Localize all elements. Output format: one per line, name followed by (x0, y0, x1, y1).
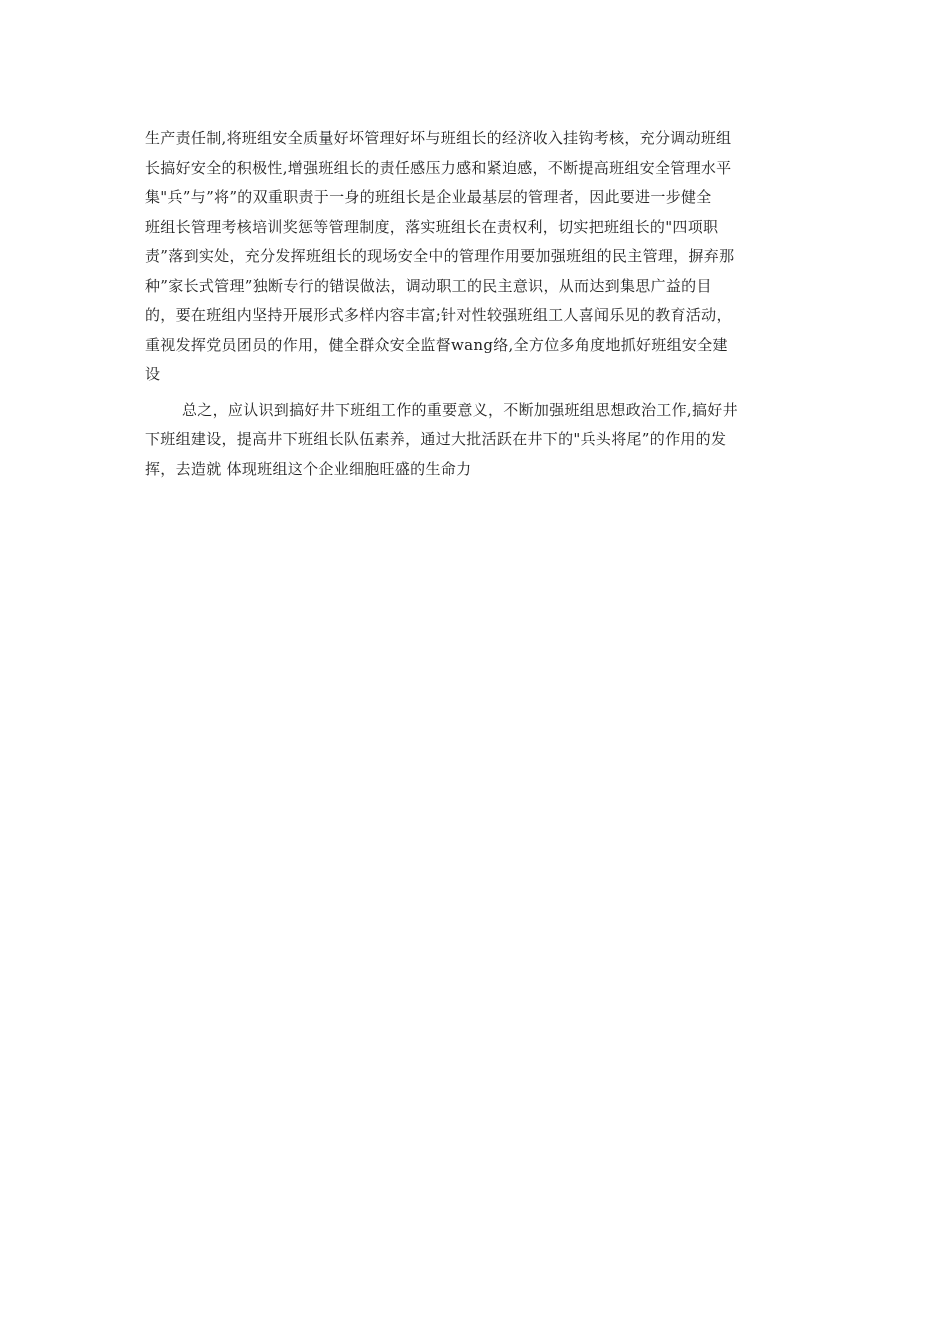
paragraph-1-line: 长搞好安全的积极性,增强班组长的责任感压力感和紧迫感，不断提高班组安全管理水平 (145, 158, 732, 177)
paragraph-2-line: 下班组建设，提高井下班组长队伍素养，通过大批活跃在井下的"兵头将尾”的作用的发 (145, 430, 727, 448)
paragraph-2-line: 总之，应认识到搞好井下班组工作的重要意义，不断加强班组思想政治工作,搞好井 (182, 400, 738, 419)
paragraph-1-line: 设 (145, 365, 161, 383)
paragraph-1-line: 班组长管理考核培训奖惩等管理制度，落实班组长在责权利，切实把班组长的"四项职 (145, 217, 719, 236)
paragraph-2-line: 挥，去造就 体现班组这个企业细胞旺盛的生命力 (145, 459, 472, 478)
paragraph-1-line: 责”落到实处，充分发挥班组长的现场安全中的管理作用要加强班组的民主管理，摒弃那 (145, 247, 735, 265)
paragraph-1-line: 生产责任制,将班组安全质量好坏管理好坏与班组长的经济收入挂钩考核，充分调动班组 (145, 129, 732, 147)
paragraph-2 (145, 396, 835, 485)
paragraph-1 (145, 124, 835, 390)
document-body (145, 124, 835, 484)
paragraph-1-line: 种”家长式管理”独断专行的错误做法，调动职工的民主意识，从而达到集思广益的目 (145, 276, 712, 295)
paragraph-1-line: 重视发挥党员团员的作用，健全群众安全监督wang络,全方位多角度地抓好班组安全建 (145, 335, 728, 354)
paragraph-1-line: 集"兵”与”将”的双重职责于一身的班组长是企业最基层的管理者，因此要进一步健全 (145, 188, 712, 206)
paragraph-1-line: 的，要在班组内坚持开展形式多样内容丰富;针对性较强班组工人喜闻乐见的教育活动， (145, 306, 732, 324)
